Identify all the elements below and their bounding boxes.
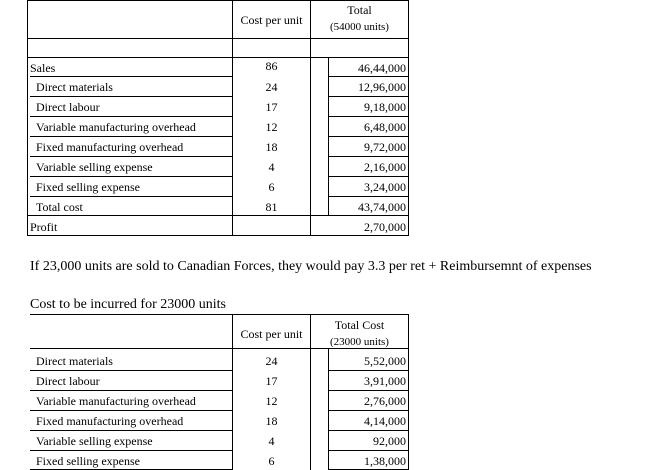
row-label: Fixed selling expense — [36, 454, 140, 468]
row-label: Direct labour — [36, 100, 100, 114]
row-label: Fixed selling expense — [36, 180, 140, 194]
row-cpu: 18 — [265, 140, 278, 154]
row-total: 3,24,000 — [364, 180, 406, 194]
row-total: 2,70,000 — [364, 220, 406, 234]
row-total: 46,44,000 — [358, 61, 406, 75]
row-cpu: 12 — [265, 120, 278, 134]
row-total: 92,000 — [373, 434, 406, 448]
header-total-units: (54000 units) — [330, 21, 389, 33]
row-cpu: 4 — [268, 160, 275, 174]
row-label: Fixed manufacturing overhead — [36, 140, 184, 154]
header-total-units: (23000 units) — [330, 336, 389, 348]
row-total: 43,74,000 — [358, 200, 406, 214]
row-cpu: 18 — [265, 414, 278, 428]
row-label: Total cost — [36, 200, 83, 214]
row-cpu: 81 — [265, 200, 278, 214]
row-cpu: 6 — [268, 180, 275, 194]
row-total: 6,48,000 — [364, 120, 406, 134]
row-cpu: 17 — [265, 100, 278, 114]
section-title: Cost to be incurred for 23000 units — [30, 297, 226, 312]
row-total: 9,72,000 — [364, 140, 406, 154]
row-total: 3,91,000 — [364, 374, 406, 388]
header-total-cost: Total Cost — [334, 318, 385, 332]
row-label: Direct materials — [36, 80, 113, 94]
row-label: Direct labour — [36, 374, 100, 388]
row-cpu: 17 — [265, 374, 278, 388]
row-label: Fixed manufacturing overhead — [36, 414, 184, 428]
header-cost-per-unit: Cost per unit — [240, 327, 303, 341]
row-total: 4,14,000 — [364, 414, 406, 428]
header-cost-per-unit: Cost per unit — [240, 13, 303, 27]
row-total: 1,38,000 — [364, 454, 406, 468]
row-cpu: 4 — [268, 434, 275, 448]
row-cpu: 24 — [265, 80, 278, 94]
row-label: Variable manufacturing overhead — [36, 120, 196, 134]
header-total: Total — [347, 3, 372, 17]
row-total: 5,52,000 — [364, 354, 406, 368]
row-label: Profit — [30, 220, 58, 234]
row-total: 12,96,000 — [358, 80, 406, 94]
row-cpu: 6 — [268, 454, 275, 468]
row-label: Sales — [30, 61, 56, 75]
row-total: 2,76,000 — [364, 394, 406, 408]
row-label: Variable selling expense — [36, 434, 153, 448]
row-label: Variable manufacturing overhead — [36, 394, 196, 408]
row-label: Variable selling expense — [36, 160, 153, 174]
row-cpu: 12 — [265, 394, 278, 408]
row-total: 2,16,000 — [364, 160, 406, 174]
row-label: Direct materials — [36, 354, 113, 368]
statement-text: If 23,000 units are sold to Canadian Forces, they would pay 3.3 per ret + Reimbursemnt of expenses — [30, 259, 592, 274]
row-total: 9,18,000 — [364, 100, 406, 114]
row-cpu: 24 — [265, 354, 278, 368]
row-cpu: 86 — [265, 59, 278, 73]
